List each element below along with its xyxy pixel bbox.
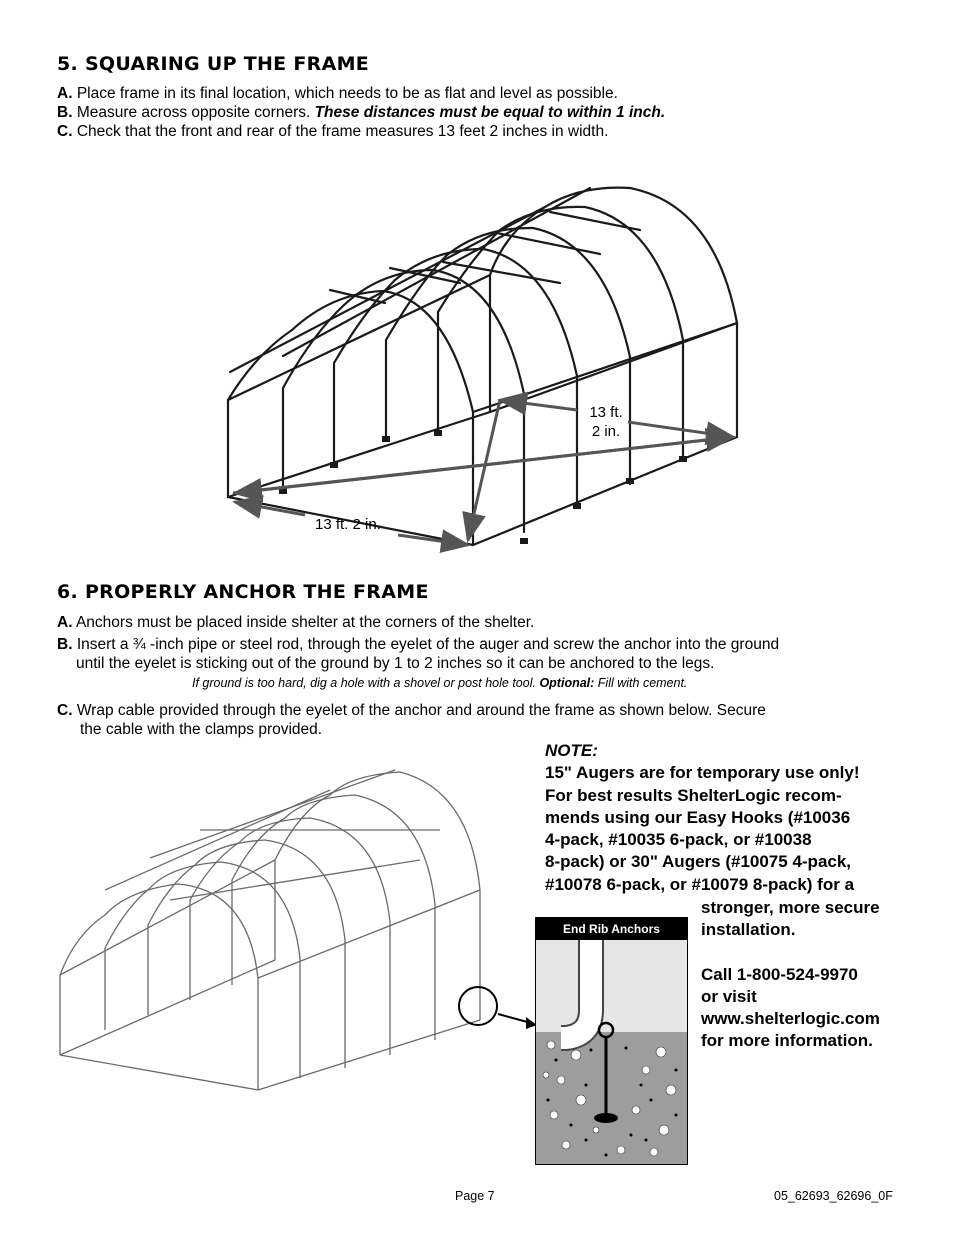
step-6a — [57, 613, 534, 632]
section-5-heading: 5. SQUARING UP THE FRAME — [57, 53, 370, 75]
note-line: 8-pack) or 30" Augers (#10075 4-pack, — [545, 852, 852, 872]
step-6b-line2: until the eyelet is sticking out of the ground by 1 to 2 inches so it can be anchored to the legs. — [76, 655, 715, 672]
section-6-heading: 6. PROPERLY ANCHOR THE FRAME — [57, 581, 429, 603]
note-heading: NOTE: — [545, 741, 598, 760]
note-line: mends using our Easy Hooks (#10036 — [545, 807, 851, 827]
note-line: #10078 6-pack, or #10079 8-pack) for a — [545, 874, 855, 894]
step-5a-text: Place frame in its final location, which needs to be as flat and level as possible. — [76, 85, 618, 102]
step-5a-letter: A. — [57, 85, 73, 102]
step-6b-letter: B. — [57, 636, 73, 653]
step-5c-text: Check that the front and rear of the frame measures 13 feet 2 inches in width. — [76, 123, 609, 140]
step-6b — [57, 635, 779, 654]
dimension-label-right — [578, 403, 634, 441]
step-6c-line1: Wrap cable provided through the eyelet of the anchor and around the frame as shown below. Secure — [76, 702, 766, 719]
step-5a — [57, 84, 618, 103]
tip-optional: Optional: — [539, 676, 595, 690]
tip-text-1: If ground is too hard, dig a hole with a shovel or post hole tool. — [192, 676, 536, 690]
step-5b-text: Measure across opposite corners. — [76, 104, 311, 121]
step-6a-text: Anchors must be placed inside shelter at the corners of the shelter. — [75, 614, 535, 631]
note-line: stronger, more secure — [701, 898, 880, 917]
light-frame-lines — [60, 770, 480, 1090]
anchor-highlight-circle — [459, 987, 497, 1025]
dimension-label-bottom: 13 ft. 2 in. — [315, 516, 381, 533]
call-line: for more information. — [701, 1031, 873, 1051]
dimension-right-line1: 13 ft. — [589, 404, 623, 421]
note-block-continued — [701, 897, 880, 1053]
auger-helix — [594, 1113, 618, 1123]
document-code: 05_62693_62696_0F — [774, 1189, 893, 1203]
step-5c-letter: C. — [57, 123, 73, 140]
anchor-cross-section — [536, 940, 687, 1164]
note-block — [545, 740, 859, 896]
pointer-line — [498, 1014, 531, 1023]
step-5b-letter: B. — [57, 104, 73, 121]
step-6c-line2: the cable with the clamps provided. — [80, 721, 323, 738]
call-line: Call 1-800-524-9970 — [701, 964, 858, 984]
step-6a-letter: A. — [57, 614, 73, 631]
end-rib-anchors-panel — [535, 917, 688, 1165]
step-5b-emphasis: These distances must be equal to within 1 inch. — [314, 104, 666, 121]
frame-arches — [228, 188, 737, 545]
note-line: 4-pack, #10035 6-pack, or #10038 — [545, 830, 812, 850]
step-6c-letter: C. — [57, 702, 73, 719]
hard-ground-tip — [192, 676, 687, 690]
anchor-panel-title: End Rib Anchors — [536, 918, 687, 940]
dimension-right-line2: 2 in. — [591, 423, 621, 440]
note-line: installation. — [701, 920, 796, 940]
tip-text-2: Fill with cement. — [597, 676, 688, 690]
call-line: www.shelterlogic.com — [701, 1009, 880, 1029]
call-line: or visit — [701, 986, 757, 1006]
rib-pipe — [561, 940, 591, 1038]
page-number: Page 7 — [455, 1189, 495, 1203]
note-line: For best results ShelterLogic recom- — [545, 785, 842, 805]
step-5b — [57, 103, 665, 122]
note-line: 15" Augers are for temporary use only! — [545, 763, 860, 783]
step-6b-line1: Insert a ¾ -inch pipe or steel rod, through the eyelet of the auger and screw the anchor into the ground — [76, 636, 780, 653]
step-5c — [57, 122, 608, 141]
step-6c — [57, 701, 766, 720]
measurement-arrows — [233, 400, 733, 545]
